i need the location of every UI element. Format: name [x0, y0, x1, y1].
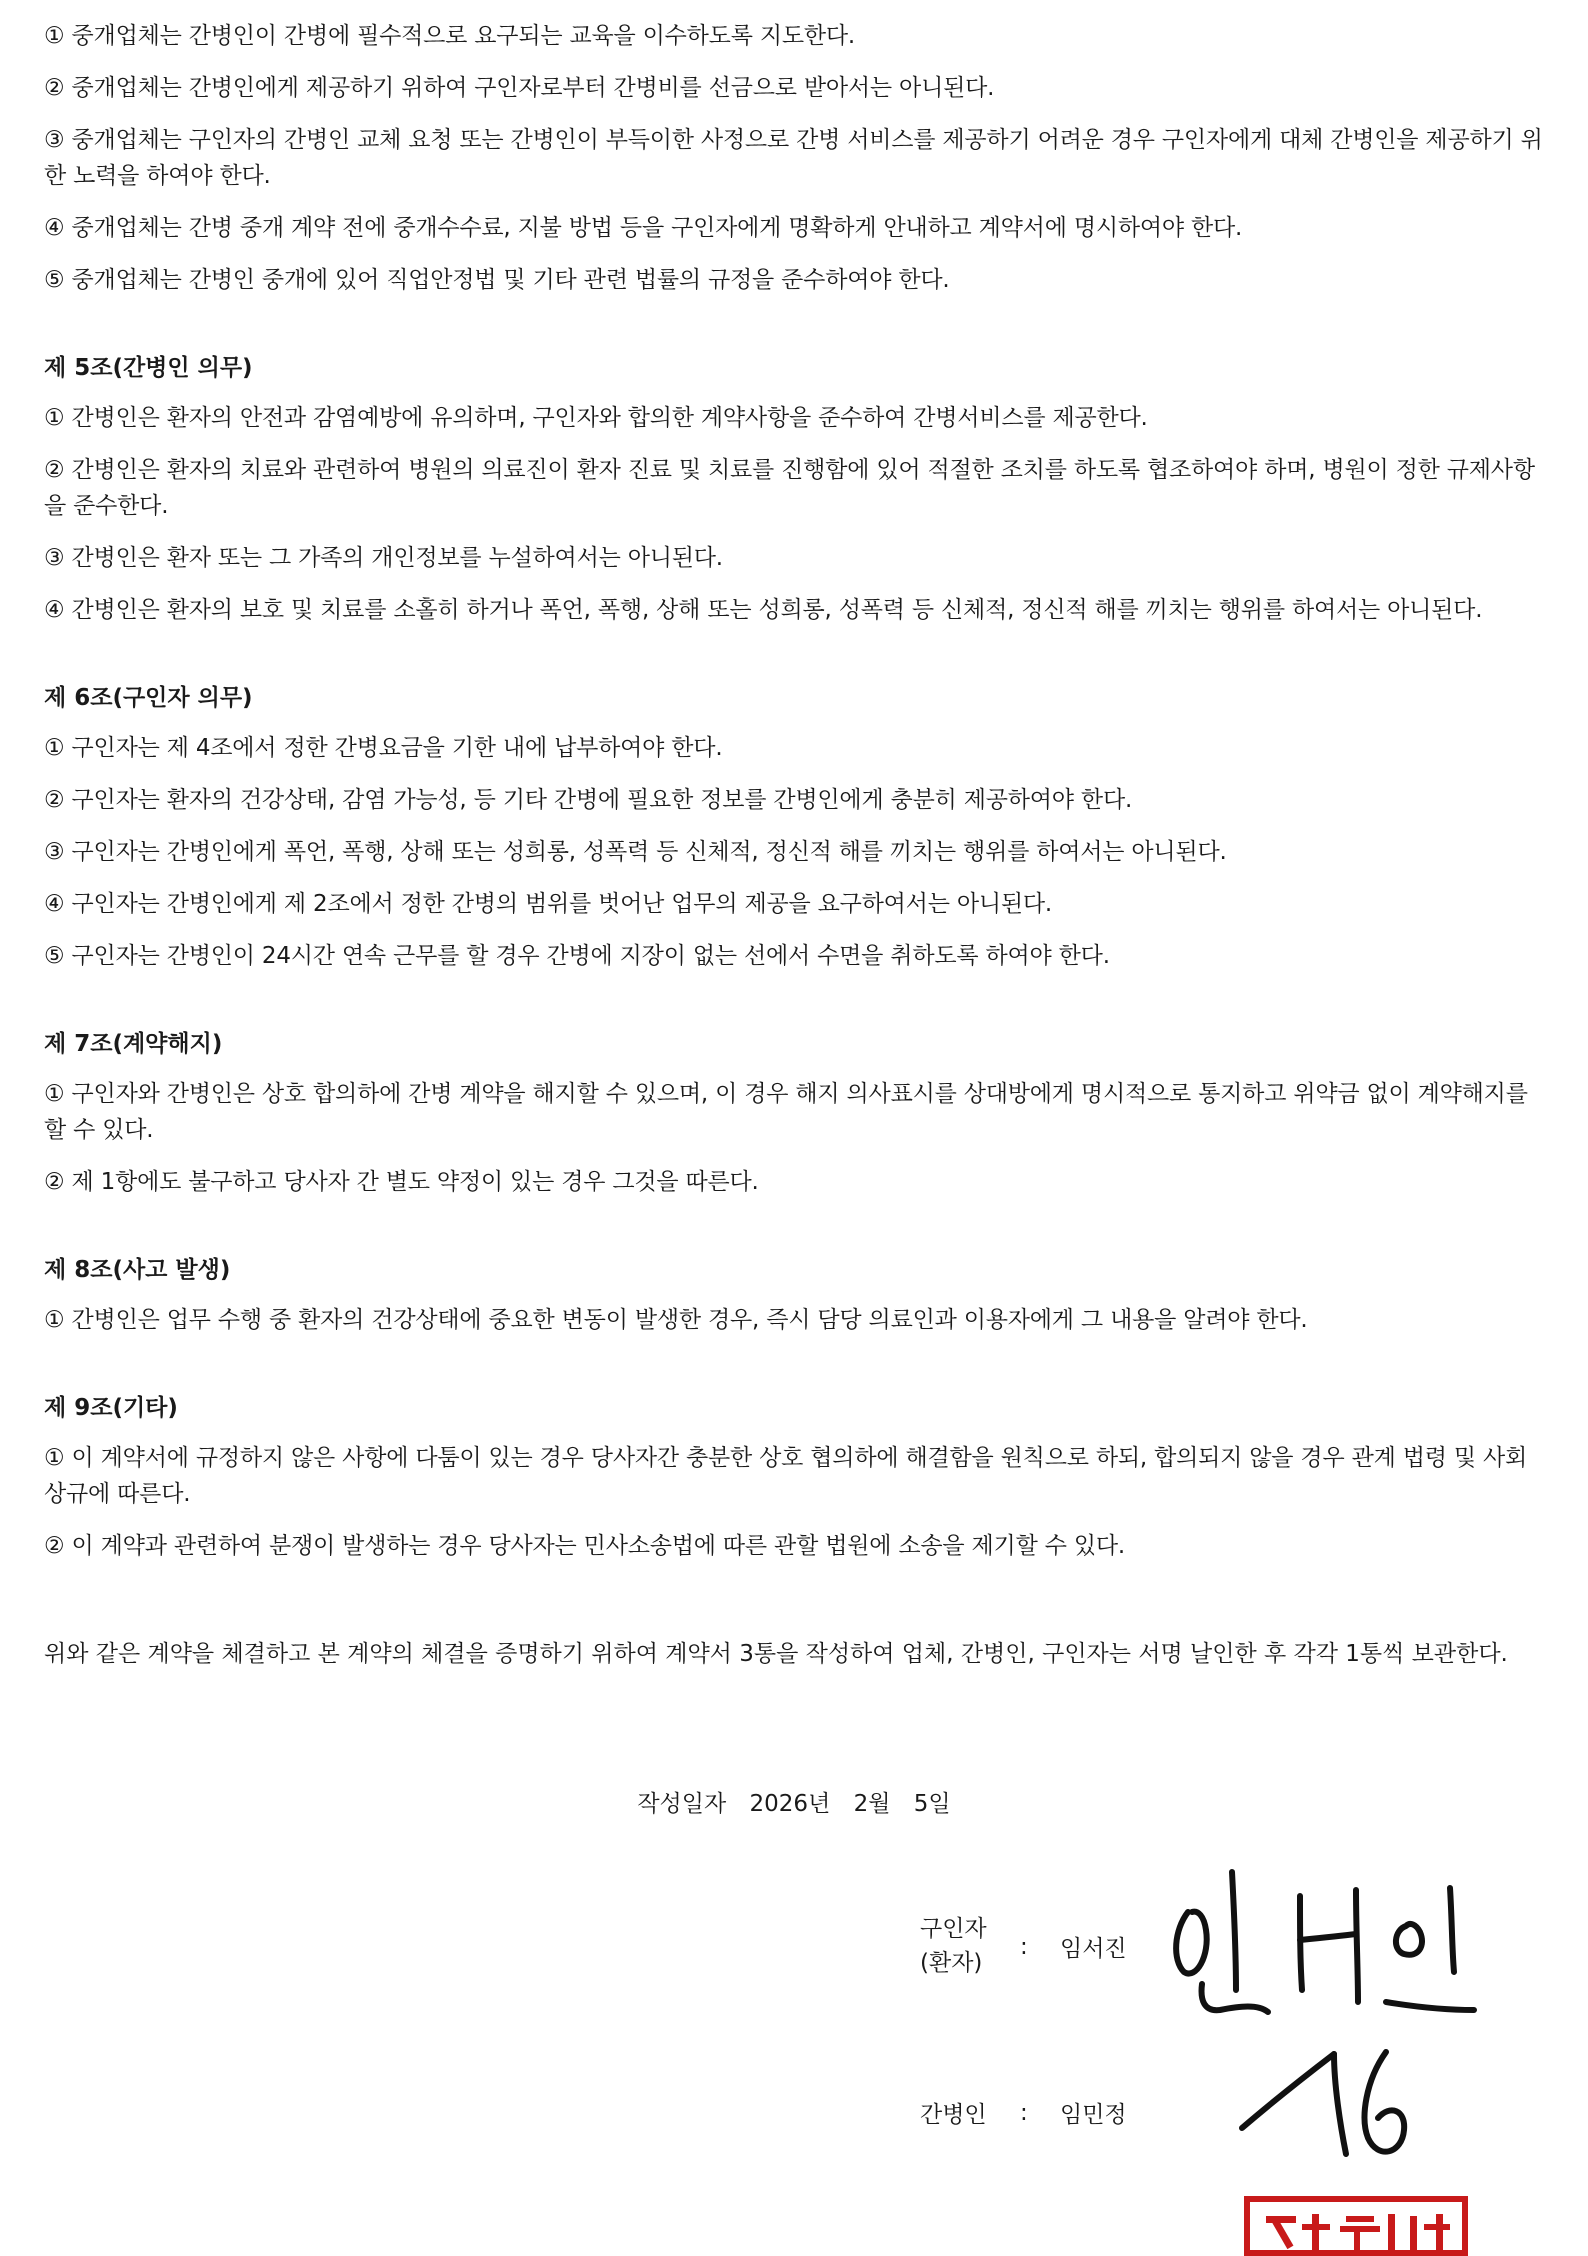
- caregiver-signature: [1230, 2034, 1460, 2174]
- article-5-title: 제 5조(간병인 의무): [44, 355, 253, 381]
- date-month: 2월: [853, 1791, 891, 1817]
- article-9-item: ① 이 계약서에 규정하지 않은 사항에 다툼이 있는 경우 당사자간 충분한 상호 협의하에 해결함을 원칙으로 하되, 합의되지 않을 경우 관계 법령 및 사회상규에 따른다.: [44, 1445, 1528, 1507]
- date-year: 2026년: [749, 1791, 831, 1817]
- article-5: [44, 350, 1544, 628]
- article-5-item: ④ 간병인은 환자의 보호 및 치료를 소홀히 하거나 폭언, 폭행, 상해 또는 성희롱, 성폭력 등 신체적, 정신적 해를 끼치는 행위를 하여서는 아니된다.: [44, 597, 1483, 623]
- article-4-item: ② 중개업체는 간병인에게 제공하기 위하여 구인자로부터 간병비를 선금으로 받아서는 아니된다.: [44, 75, 995, 101]
- article-4-item: ⑤ 중개업체는 간병인 중개에 있어 직업안정법 및 기타 관련 법률의 규정을 준수하여야 한다.: [44, 267, 950, 293]
- date-day: 5일: [913, 1791, 951, 1817]
- article-6-item: ③ 구인자는 간병인에게 폭언, 폭행, 상해 또는 성희롱, 성폭력 등 신체적, 정신적 해를 끼치는 행위를 하여서는 아니된다.: [44, 839, 1227, 865]
- article-7-item: ② 제 1항에도 불구하고 당사자 간 별도 약정이 있는 경우 그것을 따른다.: [44, 1169, 759, 1195]
- client-role-line2: (환자): [920, 1950, 983, 1976]
- article-4-items: [44, 18, 1544, 298]
- article-4-item: ① 중개업체는 간병인이 간병에 필수적으로 요구되는 교육을 이수하도록 지도한다.: [44, 23, 856, 49]
- article-9: [44, 1390, 1544, 1564]
- article-6-item: ② 구인자는 환자의 건강상태, 감염 가능성, 등 기타 간병에 필요한 정보를 간병인에게 충분히 제공하여야 한다.: [44, 787, 1133, 813]
- company-stamp-glyphs: [1250, 2202, 1462, 2256]
- company-stamp: [1244, 2196, 1468, 2256]
- client-name: 임서진: [1060, 1936, 1127, 1962]
- article-6-item: ① 구인자는 제 4조에서 정한 간병요금을 기한 내에 납부하여야 한다.: [44, 735, 723, 761]
- article-8: [44, 1252, 1544, 1338]
- contract-body: [44, 18, 1544, 1695]
- article-9-item: ② 이 계약과 관련하여 분쟁이 발생하는 경우 당사자는 민사소송법에 따른 관할 법원에 소송을 제기할 수 있다.: [44, 1533, 1125, 1559]
- date-label: 작성일자: [637, 1791, 727, 1817]
- article-5-item: ② 간병인은 환자의 치료와 관련하여 병원의 의료진이 환자 진료 및 치료를 진행함에 있어 적절한 조치를 하도록 협조하여야 하며, 병원이 정한 규제사항을 준수한다.: [44, 457, 1535, 519]
- caregiver-role: 간병인: [920, 2102, 987, 2128]
- article-7-item: ① 구인자와 간병인은 상호 합의하에 간병 계약을 해지할 수 있으며, 이 경우 해지 의사표시를 상대방에게 명시적으로 통지하고 위약금 없이 계약해지를 할 수 있다.: [44, 1081, 1528, 1143]
- article-8-item: ① 간병인은 업무 수행 중 환자의 건강상태에 중요한 변동이 발생한 경우, 즉시 담당 의료인과 이용자에게 그 내용을 알려야 한다.: [44, 1307, 1308, 1333]
- article-7-title: 제 7조(계약해지): [44, 1031, 223, 1057]
- article-8-title: 제 8조(사고 발생): [44, 1257, 231, 1283]
- article-6: [44, 680, 1544, 974]
- article-5-item: ③ 간병인은 환자 또는 그 가족의 개인정보를 누설하여서는 아니된다.: [44, 545, 723, 571]
- article-6-item: ④ 구인자는 간병인에게 제 2조에서 정한 간병의 범위를 벗어난 업무의 제공을 요구하여서는 아니된다.: [44, 891, 1053, 917]
- closing-statement: 위와 같은 계약을 체결하고 본 계약의 체결을 증명하기 위하여 계약서 3통을 작성하여 업체, 간병인, 구인자는 서명 날인한 후 각각 1통씩 보관한다.: [44, 1641, 1508, 1667]
- caregiver-separator: :: [1020, 2100, 1028, 2126]
- article-4-item: ③ 중개업체는 구인자의 간병인 교체 요청 또는 간병인이 부득이한 사정으로 간병 서비스를 제공하기 어려운 경우 구인자에게 대체 간병인을 제공하기 위한 노력을 하여야 한다.: [44, 127, 1543, 189]
- client-signature: [1170, 1860, 1500, 2030]
- caregiver-name: 임민정: [1060, 2102, 1127, 2128]
- client-role-line1: 구인자: [920, 1916, 987, 1942]
- article-7: [44, 1026, 1544, 1200]
- article-6-title: 제 6조(구인자 의무): [44, 685, 253, 711]
- article-4-item: ④ 중개업체는 간병 중개 계약 전에 중개수수료, 지불 방법 등을 구인자에게 명확하게 안내하고 계약서에 명시하여야 한다.: [44, 215, 1243, 241]
- article-9-title: 제 9조(기타): [44, 1395, 178, 1421]
- article-6-item: ⑤ 구인자는 간병인이 24시간 연속 근무를 할 경우 간병에 지장이 없는 선에서 수면을 취하도록 하여야 한다.: [44, 943, 1110, 969]
- date-line: [0, 1786, 1588, 1822]
- client-role: [920, 1912, 987, 1980]
- article-5-item: ① 간병인은 환자의 안전과 감염예방에 유의하며, 구인자와 합의한 계약사항을 준수하여 간병서비스를 제공한다.: [44, 405, 1148, 431]
- client-separator: :: [1020, 1934, 1028, 1960]
